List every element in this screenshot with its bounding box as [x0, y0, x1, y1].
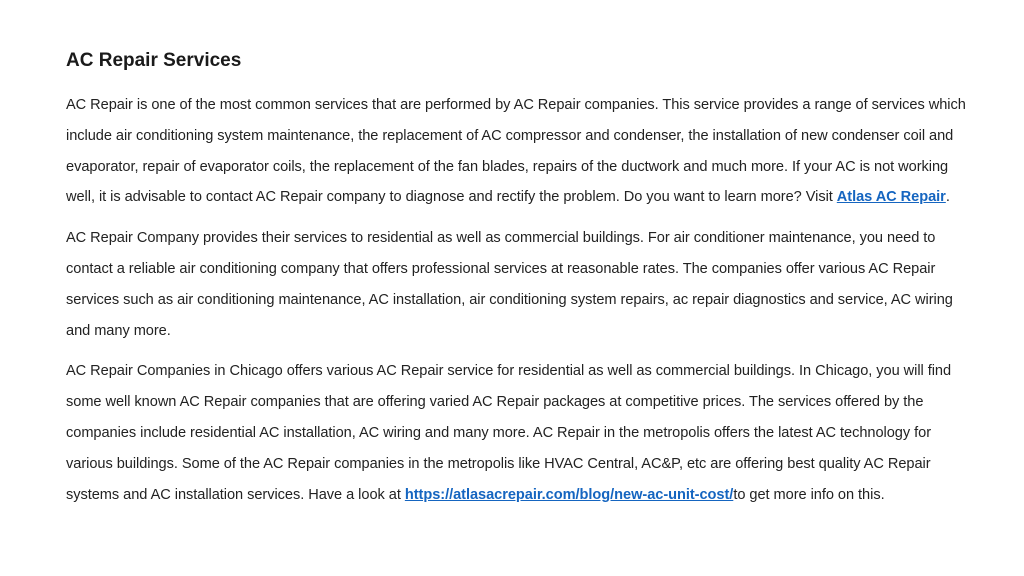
paragraph-2-text: AC Repair Company provides their services to residential as well as commercial buildings. For air conditioner maintenance, you need to contact a reliable air conditioning company that offers professional services at reasonable rates. The companies offer various AC Repair services such as air conditioning maintenance, AC installation, air conditioning system repairs, ac repair diagnostics and service, AC wiring and many more.	[66, 230, 953, 339]
new-ac-unit-cost-link[interactable]: https://atlasacrepair.com/blog/new-ac-unit-cost/	[404, 486, 734, 503]
paragraph-1	[66, 90, 968, 213]
paragraph-3-text: AC Repair Companies in Chicago offers various AC Repair service for residential as well as commercial buildings. In Chicago, you will find some well known AC Repair companies that are offering varied AC Repair packages at competitive prices. The services offered by the companies include residential AC installation, AC wiring and many more. AC Repair in the metropolis offers the latest AC technology for various buildings. Some of the AC Repair companies in the metropolis like HVAC Central, AC&P, etc are offering best quality AC Repair systems and AC installation services. Have a look at	[66, 363, 952, 503]
atlas-ac-repair-link[interactable]: Atlas AC Repair	[836, 189, 946, 206]
paragraph-1-end: .	[945, 189, 950, 206]
paragraph-3	[66, 356, 968, 510]
paragraph-2	[66, 223, 968, 346]
paragraph-3-end: to get more info on this.	[733, 486, 885, 503]
document-title: AC Repair Services	[66, 50, 242, 71]
paragraph-1-text: AC Repair is one of the most common services that are performed by AC Repair companies. This service provides a range of services which include air conditioning system maintenance, the replacement of AC compressor and condenser, the installation of new condenser coil and evaporator, repair of evaporator coils, the replacement of the fan blades, repairs of the ductwork and much more. If your AC is not working well, it is advisable to contact AC Repair company to diagnose and rectify the problem. Do you want to learn more? Visit	[66, 97, 966, 206]
